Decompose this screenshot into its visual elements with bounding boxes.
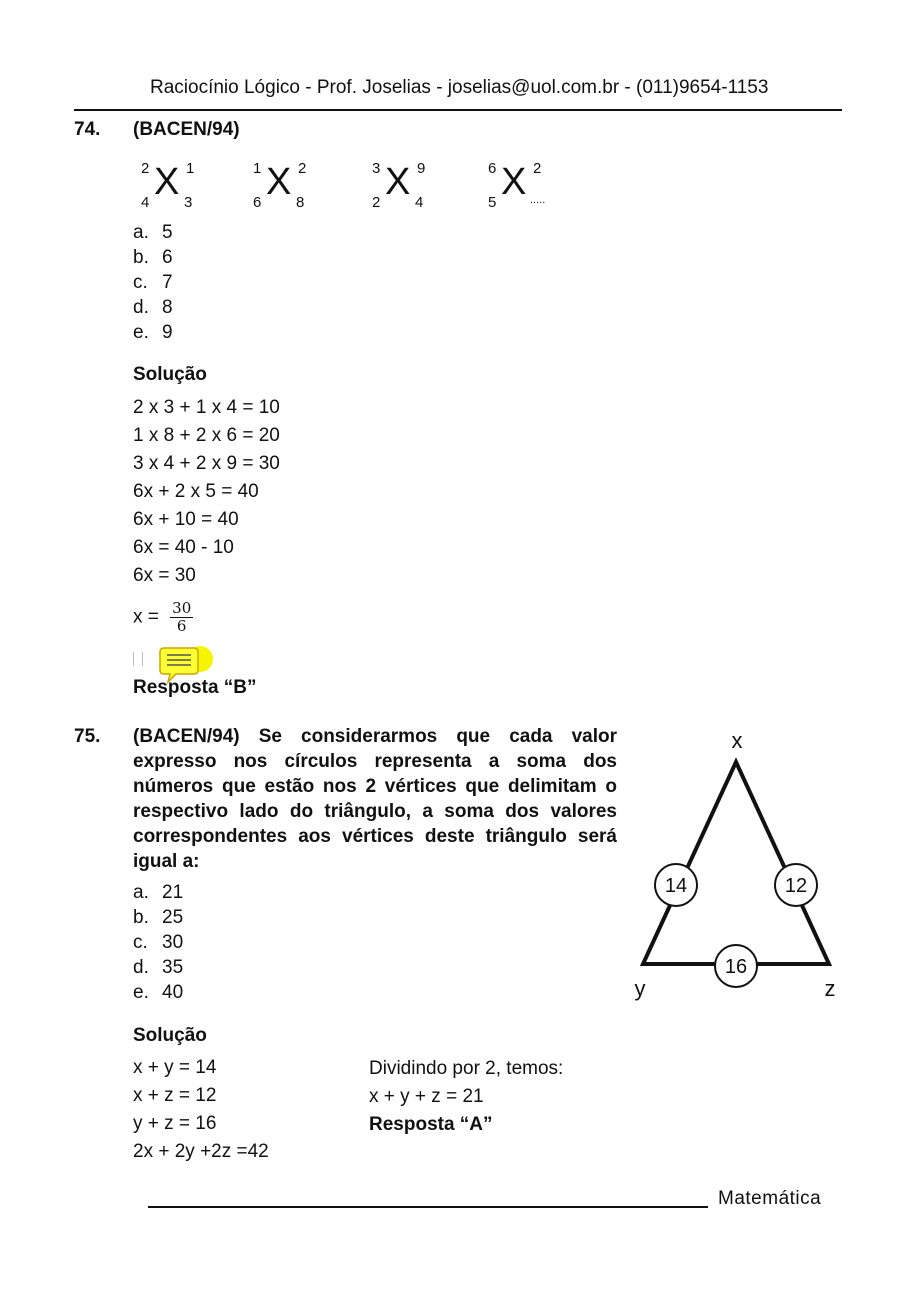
option-value: 6 [162, 247, 173, 268]
solution-74-title: Solução [133, 364, 207, 385]
x-group-bottom-right: 8 [296, 194, 305, 211]
fraction [170, 600, 193, 635]
solution-step: x + y + z = 21 [369, 1086, 484, 1107]
vertex-x-label: x [731, 728, 743, 753]
solution-step: 1 x 8 + 2 x 6 = 20 [133, 425, 280, 446]
header-divider [74, 109, 842, 111]
option-letter: a. [133, 882, 149, 903]
fraction-denominator: 6 [176, 617, 187, 635]
solution-step: 6x = 40 - 10 [133, 537, 234, 558]
text-cursor-mark [133, 652, 134, 666]
option-letter: c. [133, 932, 148, 953]
option-b [133, 905, 183, 930]
option-e [133, 980, 183, 1005]
answer-75: Resposta “A” [369, 1114, 493, 1135]
side-value-right: 12 [784, 875, 808, 897]
x-group-bottom-right: 3 [184, 194, 193, 211]
solution-step: y + z = 16 [133, 1113, 217, 1134]
x-group-top-left: 2 [141, 160, 150, 177]
page-header: Raciocínio Lógico - Prof. Joselias - joselias@uol.com.br - (011)9654-1153 [150, 77, 769, 98]
vertex-y-label: y [634, 976, 646, 1001]
triangle-diagram [615, 720, 855, 1010]
solution-75-title: Solução [133, 1025, 207, 1046]
vertex-z-label: z [824, 976, 836, 1001]
side-value-bottom: 16 [724, 956, 748, 978]
option-value: 5 [162, 222, 173, 243]
option-letter: b. [133, 247, 149, 268]
option-value: 7 [162, 272, 173, 293]
x-group-4 [487, 160, 577, 220]
option-c [133, 270, 173, 295]
comment-annotation-icon[interactable] [158, 644, 218, 688]
x-group-top-left: 6 [488, 160, 497, 177]
x-group-letter: X [266, 161, 292, 203]
option-letter: b. [133, 907, 149, 928]
question-74-source: (BACEN/94) [133, 119, 240, 140]
option-d [133, 955, 183, 980]
question-74-number: 74. [74, 119, 101, 140]
option-letter: a. [133, 222, 149, 243]
option-value: 40 [162, 982, 184, 1003]
x-group-1 [140, 160, 230, 220]
solution-step: 2x + 2y +2z =42 [133, 1141, 269, 1162]
solution-step: 3 x 4 + 2 x 9 = 30 [133, 453, 280, 474]
option-d [133, 295, 173, 320]
solution-74-fraction-line [133, 600, 193, 635]
x-group-bottom-right: ..... [530, 194, 546, 206]
option-b [133, 245, 173, 270]
triangle-shape [643, 762, 829, 964]
option-letter: c. [133, 272, 148, 293]
x-group-bottom-left: 6 [253, 194, 262, 211]
option-value: 9 [162, 322, 173, 343]
solution-75-steps-right [369, 1055, 563, 1139]
x-group-top-right: 2 [533, 160, 542, 177]
option-e [133, 320, 173, 345]
option-value: 21 [162, 882, 184, 903]
question-75-text: (BACEN/94) Se considerarmos que cada valor expresso nos círculos representa a soma dos números que estão nos 2 vértices que delimitam o respectivo lado do triângulo, a soma dos valores correspondentes aos vértices deste triângulo será igual a: [133, 726, 617, 872]
x-group-bottom-left: 4 [141, 194, 150, 211]
x-group-top-right: 9 [417, 160, 426, 177]
option-value: 35 [162, 957, 184, 978]
x-group-top-left: 1 [253, 160, 262, 177]
page-footer: Matemática [718, 1188, 822, 1209]
x-group-bottom-right: 4 [415, 194, 424, 211]
solution-step: 6x + 2 x 5 = 40 [133, 481, 259, 502]
x-group-letter: X [385, 161, 411, 203]
option-a [133, 220, 173, 245]
option-letter: d. [133, 957, 149, 978]
text-cursor-mark [142, 652, 143, 666]
x-group-top-left: 3 [372, 160, 381, 177]
solution-step: x + y = 14 [133, 1057, 217, 1078]
fraction-prefix: x = [133, 606, 159, 628]
x-group-top-right: 2 [298, 160, 307, 177]
solution-step: 6x = 30 [133, 565, 196, 586]
solution-step: x + z = 12 [133, 1085, 217, 1106]
solution-step: Dividindo por 2, temos: [369, 1058, 564, 1079]
x-group-3 [371, 160, 461, 220]
footer-divider [148, 1206, 708, 1208]
fraction-numerator: 30 [172, 599, 192, 617]
solution-step: 2 x 3 + 1 x 4 = 10 [133, 397, 280, 418]
x-group-2 [252, 160, 342, 220]
x-group-bottom-left: 2 [372, 194, 381, 211]
option-letter: d. [133, 297, 149, 318]
option-value: 8 [162, 297, 173, 318]
solution-74-steps [133, 394, 280, 590]
side-value-left: 14 [664, 875, 688, 897]
option-value: 30 [162, 932, 184, 953]
option-letter: e. [133, 322, 149, 343]
answer-74: Resposta “B” [133, 677, 257, 698]
x-group-top-right: 1 [186, 160, 195, 177]
question-75-number: 75. [74, 726, 101, 747]
option-letter: e. [133, 982, 149, 1003]
solution-step: 6x + 10 = 40 [133, 509, 239, 530]
x-group-letter: X [154, 161, 180, 203]
x-group-bottom-left: 5 [488, 194, 497, 211]
question-74-options [133, 220, 173, 345]
question-75-options [133, 880, 183, 1005]
solution-75-steps-left [133, 1054, 269, 1166]
option-a [133, 880, 183, 905]
option-c [133, 930, 183, 955]
x-group-letter: X [501, 161, 527, 203]
option-value: 25 [162, 907, 184, 928]
